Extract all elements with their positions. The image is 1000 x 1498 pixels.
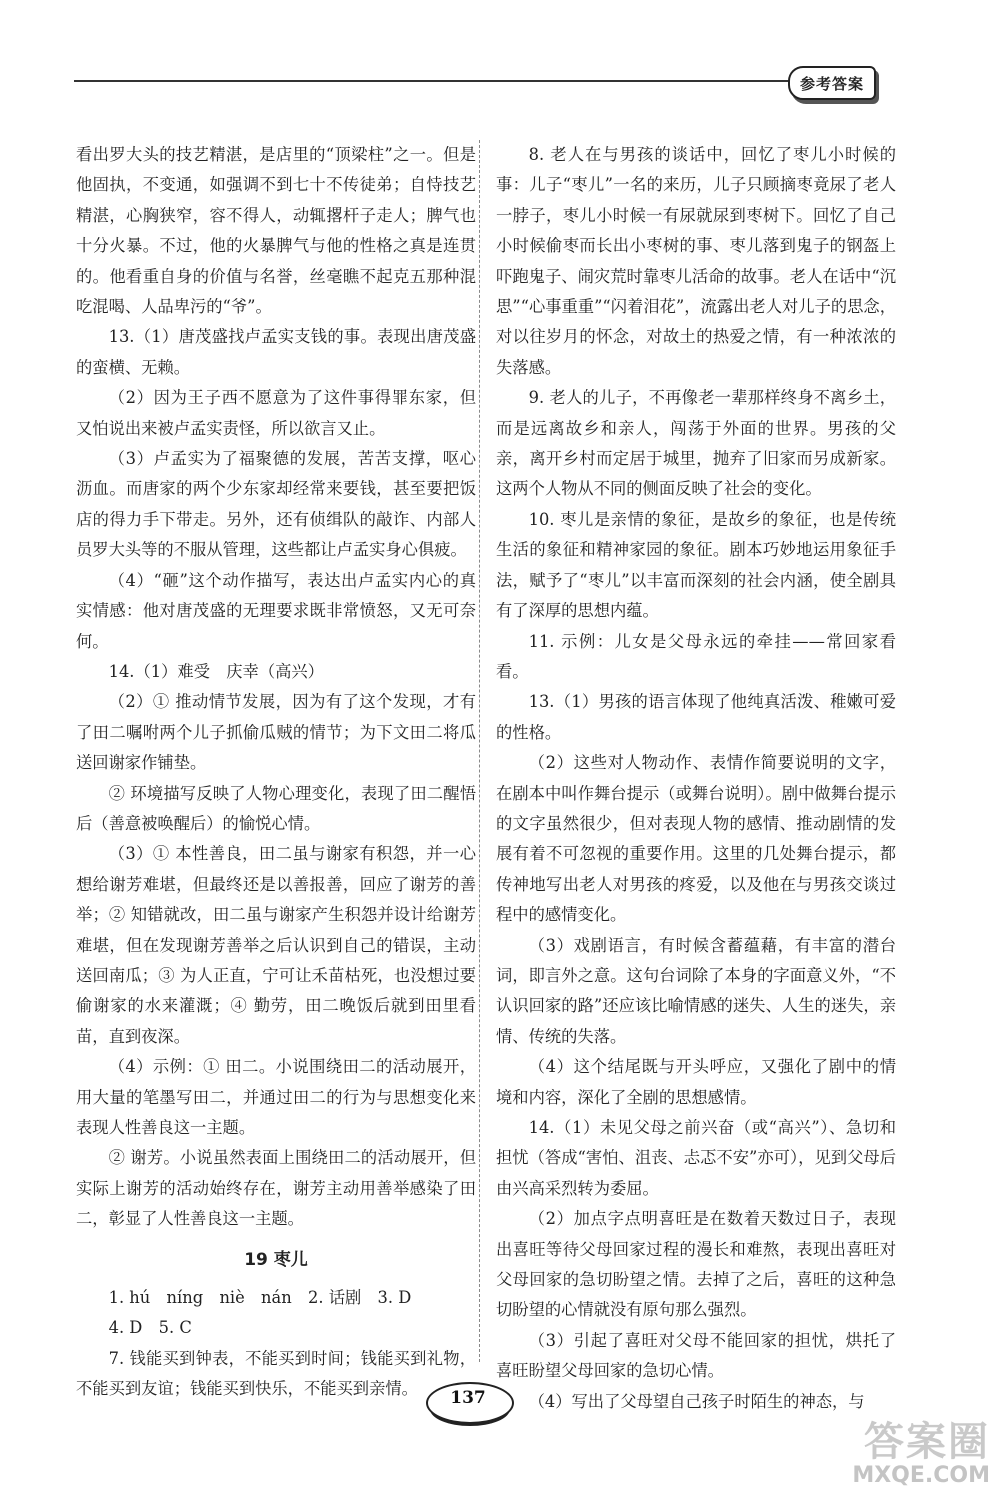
paragraph: 10. 枣儿是亲情的象征，是故乡的象征，也是传统生活的象征和精神家园的象征。剧本巧妙地运用象征手法，赋予了“枣儿”以丰富而深刻的社会内涵，使全剧具有了深厚的思想内蕴。 <box>496 509 896 621</box>
paragraph: 13.（1）男孩的语言体现了他纯真活泼、稚嫩可爱的性格。 <box>496 692 896 742</box>
paragraph: （2）① 推动情节发展，因为有了这个发现，才有了田二嘱咐两个儿子抓偷瓜贼的情节；为下文田二将瓜送回谢家作铺垫。 <box>76 692 476 773</box>
right-column <box>496 140 896 1417</box>
paragraph: （4）“砸”这个动作描写，表达出卢孟实内心的真实情感：他对唐茂盛的无理要求既非常愤怒，又无可奈何。 <box>76 570 476 651</box>
paragraph: （2）加点字点明喜旺是在数着天数过日子，表现出喜旺等待父母回家过程的漫长和难熬，表现出喜旺对父母回家的急切盼望之情。去掉了之后，喜旺的这种急切盼望的心情就没有原句那么强烈。 <box>496 1209 896 1320</box>
header-rule <box>74 80 789 82</box>
paragraph: （3）引起了喜旺对父母不能回家的担忧，烘托了喜旺盼望父母回家的急切心情。 <box>496 1330 896 1381</box>
paragraph: （4）写出了父母望自己孩子时陌生的神态，与 <box>528 1391 865 1411</box>
column-divider <box>479 140 480 1362</box>
section-title: 19 枣儿 <box>244 1249 308 1270</box>
paragraph: 14.（1）难受 庆幸（高兴） <box>108 661 324 681</box>
paragraph: （2）因为王子西不愿意为了这件事得罪东家，但又怕说出来被卢孟实责怪，所以欲言又止。 <box>76 388 476 438</box>
paragraph: ② 环境描写反映了人物心理变化，表现了田二醒悟后（善意被唤醒后）的愉悦心情。 <box>76 783 476 833</box>
paragraph: （3）① 本性善良，田二虽与谢家有积怨，并一心想给谢芳难堪，但最终还是以善报善，回应了谢芳的善举；② 知错就改，田二虽与谢家产生积怨并设计给谢芳难堪，但在发现谢芳善举之后认识到自己的错误，主动送回南瓜；③ 为人正直，宁可让禾苗枯死，也没想过要偷谢家的水来灌溉；④ 勤劳，田二晚饭后就到田里看苗，直到夜深。 <box>76 844 476 1046</box>
paragraph: 9. 老人的儿子，不再像老一辈那样终身不离乡土，而是远离故乡和亲人，闯荡于外面的世界。男孩的父亲，离开乡村而定居于城里，抛弃了旧家而另成新家。这两个人物从不同的侧面反映了社会的变化。 <box>496 388 896 499</box>
paragraph: （3）戏剧语言，有时候含蓄蕴藉，有丰富的潜台词，即言外之意。这句台词除了本身的字面意义外，“不认识回家的路”还应该比喻情感的迷失、人生的迷失，亲情、传统的失落。 <box>496 935 896 1046</box>
paragraph: 14.（1）未见父母之前兴奋（或“高兴”）、急切和担忧（答成“害怕、沮丧、忐忑不安”亦可），见到父母后由兴高采烈转为委屈。 <box>496 1118 896 1198</box>
paragraph: （4）示例：① 田二。小说围绕田二的活动展开，用大量的笔墨写田二，并通过田二的行为与思想变化来表现人性善良这一主题。 <box>76 1057 476 1137</box>
watermark-logo <box>800 1410 990 1490</box>
answer-line: 4. D 5. C <box>108 1318 192 1338</box>
header-tab-label: 参考答案 <box>799 74 864 93</box>
paragraph: 8. 老人在与男孩的谈话中，回忆了枣儿小时候的事：儿子“枣儿”一名的来历，儿子只顾摘枣竟尿了老人一脖子，枣儿小时候一有尿就尿到枣树下。回忆了自己小时候偷枣而长出小枣树的事、枣儿落到鬼子的钢盔上吓跑鬼子、闹灾荒时靠枣儿活命的故事。老人在话中“沉思”“心事重重”“闪着泪花”，流露出老人对儿子的思念，对以往岁月的怀念，对故土的热爱之情，有一种浓浓的失落感。 <box>496 145 896 377</box>
page-number-badge <box>426 1382 510 1426</box>
paragraph: 7. 钱能买到钟表，不能买到时间；钱能买到礼物，不能买到友谊；钱能买到快乐，不能买到亲情。 <box>76 1348 476 1399</box>
paragraph: 看出罗大头的技艺精湛，是店里的“顶梁柱”之一。但是他固执，不变通，如强调不到七十不传徒弟；自恃技艺精湛，心胸狭窄，容不得人，动辄撂杆子走人；脾气也十分火暴。不过，他的火暴脾气与他的性格之真是连贯的。他看重自身的价值与名誉，丝毫瞧不起克五那种混吃混喝、人品卑污的“爷”。 <box>76 145 476 317</box>
watermark-logo-text: 答案圈 <box>864 1419 990 1465</box>
paragraph: 11. 示例：儿女是父母永远的牵挂——常回家看看。 <box>496 631 896 681</box>
page-number: 137 <box>450 1388 486 1408</box>
watermark-logo-url: MXQE.COM <box>852 1463 990 1488</box>
header-tab <box>788 66 876 100</box>
left-column <box>76 140 476 1405</box>
paragraph: （4）这个结尾既与开头呼应，又强化了剧中的情境和内容，深化了全剧的思想感情。 <box>496 1057 896 1107</box>
paragraph: 13.（1）唐茂盛找卢孟实支钱的事。表现出唐茂盛的蛮横、无赖。 <box>76 327 476 377</box>
answer-line: 1. hú níng niè nán 2. 话剧 3. D <box>108 1288 412 1308</box>
paragraph: （2）这些对人物动作、表情作简要说明的文字，在剧本中叫作舞台提示（或舞台说明）。剧中做舞台提示的文字虽然很少，但对表现人物的感情、推动剧情的发展有着不可忽视的重要作用。这里的几处舞台提示，都传神地写出老人对男孩的疼爱，以及他在与男孩交谈过程中的感情变化。 <box>496 753 896 925</box>
paragraph: （3）卢孟实为了福聚德的发展，苦苦支撑，呕心沥血。而唐家的两个少东家却经常来要钱，甚至要把饭店的得力手下带走。另外，还有侦缉队的敲诈、内部人员罗大头等的不服从管理，这些都让卢孟实身心俱疲。 <box>76 449 476 560</box>
paragraph: ② 谢芳。小说虽然表面上围绕田二的活动展开，但实际上谢芳的活动始终存在，谢芳主动用善举感染了田二，彰显了人性善良这一主题。 <box>76 1148 476 1229</box>
